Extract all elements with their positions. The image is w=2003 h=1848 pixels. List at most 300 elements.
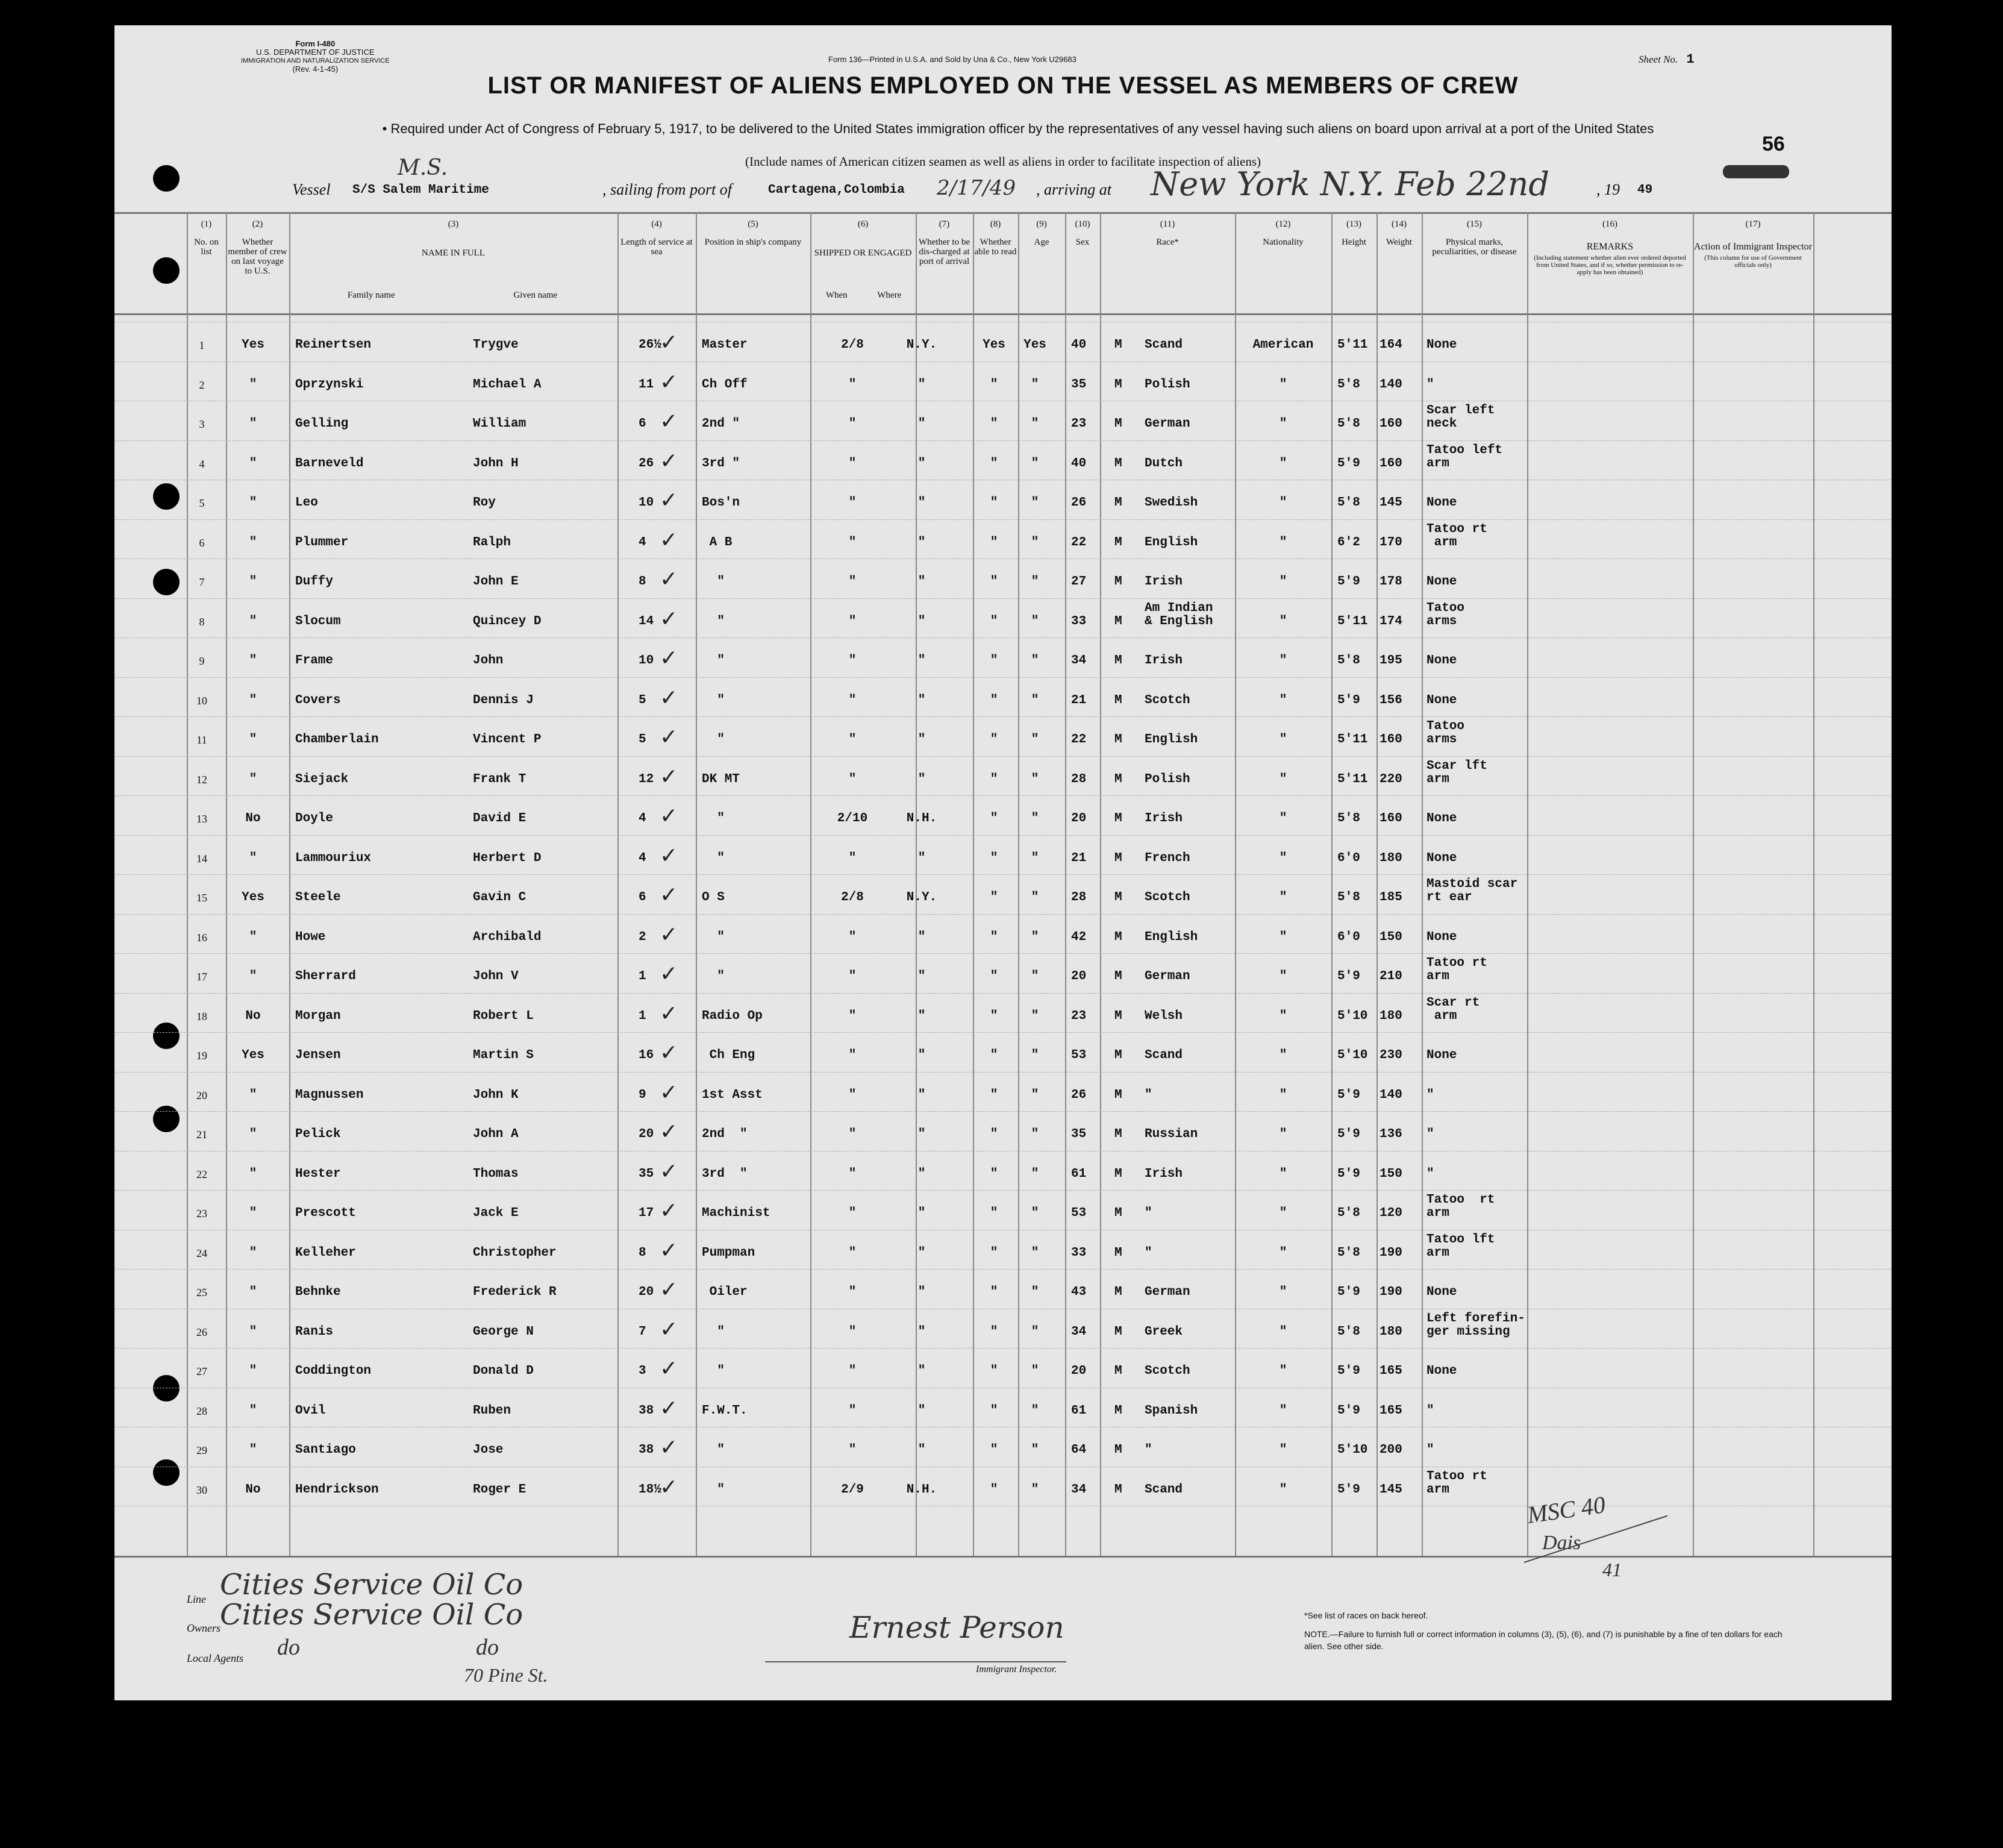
race: German — [1145, 1285, 1190, 1299]
weight: 190 — [1380, 1285, 1402, 1299]
shipped-where: " — [917, 1245, 926, 1260]
service-length: 10 — [639, 654, 654, 668]
family-name: Hester — [295, 1167, 341, 1181]
physical-marks: Scar left neck — [1426, 404, 1495, 431]
sailing-port: Cartagena,Colombia — [768, 183, 905, 197]
weight: 150 — [1380, 1167, 1402, 1181]
able-to-read: " — [1031, 733, 1039, 747]
weight: 120 — [1380, 1206, 1402, 1220]
family-name: Lammouriux — [295, 851, 372, 865]
crew-last-voyage: " — [249, 456, 257, 471]
physical-marks: None — [1426, 693, 1457, 707]
check-mark-icon: ✓ — [660, 1356, 678, 1381]
weight: 195 — [1380, 654, 1402, 668]
column-sublabel: Given name — [513, 290, 558, 300]
physical-marks: None — [1426, 496, 1457, 510]
page-number: 56 — [1762, 133, 1785, 155]
position: " — [702, 575, 725, 589]
position: " — [702, 851, 725, 865]
check-mark-icon: ✓ — [660, 1120, 678, 1144]
family-name: Santiago — [295, 1443, 356, 1457]
check-mark-icon: ✓ — [660, 1317, 678, 1342]
physical-marks: Tatoo arms — [1426, 719, 1465, 747]
check-mark-icon: ✓ — [660, 527, 678, 553]
crew-last-voyage: No — [245, 812, 261, 825]
shipped-when: " — [848, 930, 857, 944]
weight: 174 — [1380, 614, 1402, 628]
shipped-when: 2/8 — [841, 338, 864, 352]
given-name: Frederick R — [473, 1285, 557, 1299]
requirement-text: • Required under Act of Congress of February 5, 1917, to be delivered to the United States immigration officer by the representatives of any vessel having such aliens on board upon arrival at a port of the United States — [382, 121, 1654, 136]
column-label: REMARKS — [1586, 242, 1634, 252]
shipped-where: " — [917, 654, 926, 668]
line-label: Line — [187, 1593, 207, 1605]
discharged: " — [990, 654, 998, 668]
given-name: Vincent P — [473, 733, 542, 747]
weight: 160 — [1380, 456, 1402, 471]
check-mark-icon: ✓ — [660, 883, 678, 907]
height: 6'0 — [1337, 930, 1360, 944]
position: " — [702, 614, 725, 628]
race: " — [1145, 1443, 1152, 1457]
nationality: " — [1279, 1167, 1287, 1181]
sex: M — [1114, 1048, 1122, 1062]
height: 5'10 — [1337, 1009, 1368, 1023]
revision: (Rev. 4-1-45) — [292, 64, 339, 74]
weight: 180 — [1380, 1009, 1402, 1023]
column-label: Whether member of crew on last voyage to U.S. — [228, 237, 287, 276]
column-number: (7) — [939, 219, 950, 229]
service-length: 9 — [639, 1088, 646, 1102]
family-name: Ranis — [295, 1324, 334, 1339]
nationality: " — [1279, 1127, 1287, 1141]
able-to-read: " — [1031, 891, 1039, 904]
nationality: " — [1279, 930, 1287, 944]
crew-last-voyage: " — [249, 496, 257, 510]
crew-last-voyage: " — [249, 1285, 257, 1299]
height: 5'9 — [1337, 1364, 1360, 1378]
agents-handwritten-2: do — [476, 1635, 499, 1660]
column-sublabel: Where — [877, 290, 902, 300]
shipped-when: " — [848, 733, 857, 747]
service-length: 16 — [639, 1048, 654, 1062]
physical-marks: " — [1426, 1167, 1434, 1181]
age: 21 — [1071, 851, 1087, 865]
department: U.S. DEPARTMENT OF JUSTICE — [256, 48, 375, 57]
row-number: 15 — [196, 892, 207, 904]
check-mark-icon: ✓ — [660, 330, 678, 355]
row-number: 1 — [199, 339, 205, 351]
ink-stamp-mark — [1723, 165, 1789, 178]
check-mark-icon: ✓ — [660, 1080, 678, 1105]
able-to-read: " — [1031, 535, 1039, 550]
race: Irish — [1145, 575, 1183, 589]
service-length: 1 — [639, 969, 646, 983]
check-mark-icon: ✓ — [660, 1238, 678, 1263]
nationality: " — [1279, 456, 1287, 471]
nationality: " — [1279, 496, 1287, 510]
row-number: 16 — [196, 931, 207, 944]
position: " — [702, 1482, 725, 1497]
physical-marks: None — [1426, 851, 1457, 865]
shipped-when: " — [848, 575, 857, 589]
race: Scotch — [1145, 1364, 1190, 1378]
physical-marks: " — [1426, 1443, 1434, 1457]
service-length: 8 — [639, 575, 646, 589]
given-name: Trygve — [473, 338, 519, 352]
family-name: Behnke — [295, 1285, 341, 1299]
column-label: Action of Immigrant Inspector — [1694, 242, 1812, 252]
nationality: " — [1279, 1403, 1287, 1418]
age: 53 — [1071, 1206, 1087, 1220]
nationality: " — [1279, 772, 1287, 786]
row-number: 27 — [196, 1365, 207, 1377]
check-mark-icon: ✓ — [660, 1474, 678, 1500]
position: Machinist — [702, 1206, 770, 1220]
position: Radio Op — [702, 1009, 763, 1023]
able-to-read: " — [1031, 1324, 1039, 1339]
position: Ch Off — [702, 377, 748, 392]
column-label: Whether to be dis-charged at port of arrival — [919, 237, 970, 266]
nationality: " — [1279, 614, 1287, 628]
position: " — [702, 1324, 725, 1339]
sex: M — [1114, 1285, 1122, 1299]
check-mark-icon: ✓ — [660, 409, 678, 434]
check-mark-icon: ✓ — [660, 448, 678, 474]
row-number: 25 — [196, 1286, 207, 1298]
able-to-read: " — [1031, 654, 1039, 668]
shipped-when: 2/8 — [841, 891, 864, 904]
column-number: (10) — [1075, 219, 1090, 229]
shipped-where: " — [917, 575, 926, 589]
shipped-when: 2/10 — [837, 812, 868, 825]
remarks-handwritten-1: MSC 40 — [1525, 1491, 1607, 1529]
check-mark-icon: ✓ — [660, 685, 678, 710]
position: 1st Asst — [702, 1088, 763, 1102]
height: 5'9 — [1337, 456, 1360, 471]
crew-last-voyage: " — [249, 377, 257, 392]
position: Master — [702, 338, 748, 352]
age: 35 — [1071, 377, 1087, 392]
penalty-note: NOTE.—Failure to furnish full or correct information in columns (3), (5), (6), and (7) is punishable by a fine of ten dollars for each alien. See other side. — [1304, 1629, 1783, 1651]
discharged: " — [990, 535, 998, 550]
physical-marks: Left forefin- ger missing — [1426, 1311, 1525, 1339]
crew-last-voyage: " — [249, 1167, 257, 1181]
family-name: Reinertsen — [295, 338, 372, 352]
nationality: " — [1279, 1009, 1287, 1023]
check-mark-icon: ✓ — [660, 1041, 678, 1065]
remarks-handwritten-3: 41 — [1602, 1559, 1622, 1580]
height: 5'9 — [1337, 1482, 1360, 1497]
shipped-where: " — [917, 930, 926, 944]
nationality: " — [1279, 1364, 1287, 1378]
given-name: Donald D — [473, 1364, 534, 1378]
able-to-read: " — [1031, 772, 1039, 786]
position: 3rd " — [702, 456, 740, 471]
able-to-read: " — [1031, 1443, 1039, 1457]
discharged: " — [990, 1443, 998, 1457]
discharged: " — [990, 812, 998, 825]
family-name: Kelleher — [295, 1245, 356, 1260]
shipped-where: N.Y. — [906, 338, 937, 352]
able-to-read: " — [1031, 812, 1039, 825]
column-note: (Including statement whether alien ever ordered deported from United States, and if so, whether permission to re-apply has been obtained) — [1534, 254, 1686, 276]
position: " — [702, 693, 725, 707]
shipped-when: " — [848, 1048, 857, 1062]
given-name: Roger E — [473, 1482, 527, 1497]
discharged: " — [990, 1285, 998, 1299]
nationality: " — [1279, 1206, 1287, 1220]
age: 28 — [1071, 772, 1087, 786]
position: 2nd " — [702, 1127, 748, 1141]
physical-marks: " — [1426, 377, 1434, 392]
race: English — [1145, 535, 1198, 550]
row-number: 8 — [199, 615, 205, 628]
age: 23 — [1071, 417, 1087, 431]
position: Bos'n — [702, 496, 740, 510]
height: 6'0 — [1337, 851, 1360, 865]
family-name: Howe — [295, 930, 326, 944]
weight: 185 — [1380, 891, 1402, 904]
weight: 170 — [1380, 535, 1402, 550]
punch-hole — [153, 1375, 180, 1402]
sex: M — [1114, 614, 1122, 628]
age: 35 — [1071, 1127, 1087, 1141]
crew-last-voyage: " — [249, 535, 257, 550]
race: Scand — [1145, 1482, 1183, 1497]
race: " — [1145, 1245, 1152, 1260]
column-label: SHIPPED OR ENGAGED — [814, 248, 912, 258]
weight: 200 — [1380, 1443, 1402, 1457]
weight: 156 — [1380, 693, 1402, 707]
crew-last-voyage: " — [249, 1127, 257, 1141]
shipped-when: " — [848, 614, 857, 628]
physical-marks: Tatoo lft arm — [1426, 1232, 1495, 1260]
nationality: " — [1279, 1285, 1287, 1299]
column-number: (3) — [448, 219, 459, 229]
crew-last-voyage: Yes — [242, 891, 264, 904]
given-name: Robert L — [473, 1009, 534, 1023]
shipped-where: " — [917, 772, 926, 786]
discharged: " — [990, 614, 998, 628]
family-name: Prescott — [295, 1206, 356, 1220]
shipped-where: " — [917, 377, 926, 392]
service-length: 10 — [639, 496, 654, 510]
vessel-label: Vessel — [292, 181, 331, 198]
given-name: Jose — [473, 1443, 504, 1457]
sex: M — [1114, 851, 1122, 865]
column-label: Race* — [1156, 237, 1179, 247]
weight: 145 — [1380, 496, 1402, 510]
column-label: Nationality — [1263, 237, 1304, 247]
physical-marks: Scar lft arm — [1426, 759, 1487, 786]
able-to-read: " — [1031, 1285, 1039, 1299]
able-to-read: " — [1031, 1167, 1039, 1181]
crew-last-voyage: " — [249, 1324, 257, 1339]
weight: 180 — [1380, 1324, 1402, 1339]
given-name: Herbert D — [473, 851, 542, 865]
given-name: Frank T — [473, 772, 527, 786]
column-number: (5) — [748, 219, 758, 229]
row-number: 9 — [199, 655, 205, 667]
given-name: Gavin C — [473, 891, 527, 904]
discharged: " — [990, 1048, 998, 1062]
age: 53 — [1071, 1048, 1087, 1062]
row-number: 5 — [199, 497, 205, 509]
nationality: " — [1279, 575, 1287, 589]
sex: M — [1114, 1088, 1122, 1102]
shipped-where: " — [917, 1285, 926, 1299]
family-name: Doyle — [295, 812, 334, 825]
nationality: " — [1279, 693, 1287, 707]
check-mark-icon: ✓ — [660, 764, 678, 789]
race: German — [1145, 417, 1190, 431]
shipped-where: " — [917, 851, 926, 865]
family-name: Hendrickson — [295, 1482, 379, 1497]
check-mark-icon: ✓ — [660, 488, 678, 513]
check-mark-icon: ✓ — [660, 1159, 678, 1184]
able-to-read: " — [1031, 1364, 1039, 1378]
family-name: Plummer — [295, 535, 349, 550]
able-to-read: " — [1031, 417, 1039, 431]
check-mark-icon: ✓ — [660, 1001, 678, 1026]
age: 42 — [1071, 930, 1087, 944]
sex: M — [1114, 417, 1122, 431]
race: Spanish — [1145, 1403, 1198, 1418]
height: 5'9 — [1337, 1167, 1360, 1181]
column-number: (4) — [651, 219, 662, 229]
service-length: 18½ — [639, 1482, 661, 1497]
sex: M — [1114, 1206, 1122, 1220]
nationality: " — [1279, 733, 1287, 747]
sex: M — [1114, 1443, 1122, 1457]
discharged: " — [990, 891, 998, 904]
discharged: " — [990, 851, 998, 865]
discharged: " — [990, 1403, 998, 1418]
service-length: 4 — [639, 812, 646, 825]
race: Scotch — [1145, 693, 1190, 707]
able-to-read: " — [1031, 1403, 1039, 1418]
physical-marks: None — [1426, 1285, 1457, 1299]
discharged: " — [990, 772, 998, 786]
row-number: 6 — [199, 536, 205, 549]
crew-last-voyage: No — [245, 1482, 261, 1497]
row-number: 7 — [199, 576, 205, 588]
physical-marks: None — [1426, 930, 1457, 944]
given-name: John A — [473, 1127, 519, 1141]
shipped-when: " — [848, 1206, 857, 1220]
age: 34 — [1071, 1482, 1087, 1497]
family-name: Oprzynski — [295, 377, 364, 392]
sheet-value: 1 — [1686, 52, 1695, 67]
weight: 180 — [1380, 851, 1402, 865]
shipped-when: " — [848, 1324, 857, 1339]
arrival-handwritten: New York N.Y. Feb 22nd — [1151, 165, 1550, 203]
physical-marks: Tatoo arms — [1426, 601, 1465, 628]
age: 33 — [1071, 614, 1087, 628]
height: 5'8 — [1337, 417, 1360, 431]
service-length: 4 — [639, 535, 646, 550]
shipped-where: " — [917, 693, 926, 707]
sex: M — [1114, 456, 1122, 471]
service-length: 14 — [639, 614, 654, 628]
able-to-read: " — [1031, 969, 1039, 983]
check-mark-icon: ✓ — [660, 606, 678, 631]
crew-last-voyage: " — [249, 1088, 257, 1102]
shipped-where: " — [917, 1009, 926, 1023]
able-to-read: " — [1031, 496, 1039, 510]
signature-line — [765, 1661, 1066, 1662]
shipped-when: " — [848, 1009, 857, 1023]
crew-last-voyage: " — [249, 969, 257, 983]
column-number: (17) — [1745, 219, 1761, 229]
sex: M — [1114, 377, 1122, 392]
column-number: (8) — [990, 219, 1001, 229]
race: Scand — [1145, 1048, 1183, 1062]
weight: 150 — [1380, 930, 1402, 944]
given-name: Archibald — [473, 930, 542, 944]
height: 6'2 — [1337, 535, 1360, 550]
sailing-date-handwritten: 2/17/49 — [937, 176, 1016, 200]
service-length: 38 — [639, 1403, 654, 1418]
crew-last-voyage: Yes — [242, 338, 264, 352]
race: Am Indian & English — [1145, 601, 1213, 628]
sex: M — [1114, 772, 1122, 786]
sex: M — [1114, 1245, 1122, 1260]
column-number: (16) — [1602, 219, 1617, 229]
height: 5'11 — [1337, 338, 1368, 352]
vessel-handwritten-note: M.S. — [398, 155, 448, 180]
sex: M — [1114, 1364, 1122, 1378]
physical-marks: None — [1426, 1048, 1457, 1062]
shipped-where: " — [917, 1443, 926, 1457]
shipped-where: " — [917, 1403, 926, 1418]
position: " — [702, 733, 725, 747]
height: 5'8 — [1337, 812, 1360, 825]
able-to-read: " — [1031, 1127, 1039, 1141]
given-name: John H — [473, 456, 519, 471]
service-length: 5 — [639, 733, 646, 747]
age: 23 — [1071, 1009, 1087, 1023]
given-name: John — [473, 654, 504, 668]
year-value: 49 — [1637, 183, 1653, 197]
position: Ch Eng — [702, 1048, 755, 1062]
shipped-where: " — [917, 1167, 926, 1181]
column-number: (1) — [201, 219, 212, 229]
discharged: " — [990, 496, 998, 510]
shipped-when: " — [848, 377, 857, 392]
height: 5'9 — [1337, 693, 1360, 707]
able-to-read: Yes — [1023, 338, 1046, 352]
weight: 165 — [1380, 1364, 1402, 1378]
service-length: 11 — [639, 377, 654, 392]
able-to-read: " — [1031, 1482, 1039, 1497]
position: " — [702, 969, 725, 983]
owners-handwritten: Cities Service Oil Co — [220, 1598, 523, 1632]
check-mark-icon: ✓ — [660, 646, 678, 671]
sex: M — [1114, 1324, 1122, 1339]
sex: M — [1114, 812, 1122, 825]
column-label: Age — [1034, 237, 1049, 247]
height: 5'9 — [1337, 1127, 1360, 1141]
given-name: Roy — [473, 496, 496, 510]
height: 5'9 — [1337, 1088, 1360, 1102]
able-to-read: " — [1031, 1206, 1039, 1220]
shipped-where: N.Y. — [906, 891, 937, 904]
family-name: Chamberlain — [295, 733, 379, 747]
service-length: 38 — [639, 1443, 654, 1457]
column-label: Position in ship's company — [704, 237, 802, 247]
